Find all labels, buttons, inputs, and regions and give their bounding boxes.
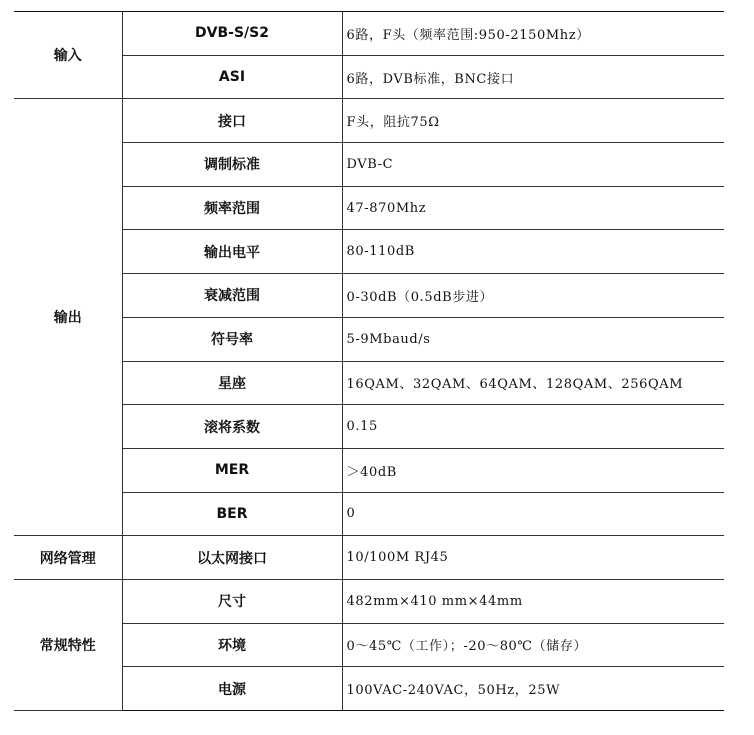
- category-cell: 输出: [14, 99, 122, 536]
- parameter-value-cell: 100VAC-240VAC，50Hz，25W: [342, 667, 724, 711]
- parameter-name-cell: ASI: [122, 55, 342, 99]
- parameter-value-cell: 0.15: [342, 405, 724, 449]
- parameter-value-cell: 6路，F头（频率范围:950-2150Mhz）: [342, 12, 724, 56]
- parameter-value-cell: 0-30dB（0.5dB步进）: [342, 274, 724, 318]
- parameter-value-cell: 0～45℃（工作）；-20～80℃（储存）: [342, 623, 724, 667]
- table-row: [14, 536, 724, 580]
- spec-table: [14, 11, 724, 711]
- parameter-name-cell: DVB-S/S2: [122, 12, 342, 56]
- parameter-name-cell: 接口: [122, 99, 342, 143]
- table-row: [14, 99, 724, 143]
- category-cell: 网络管理: [14, 536, 122, 580]
- parameter-name-cell: BER: [122, 492, 342, 536]
- parameter-value-cell: 0: [342, 492, 724, 536]
- parameter-name-cell: 滚将系数: [122, 405, 342, 449]
- category-cell: 常规特性: [14, 579, 122, 710]
- parameter-name-cell: 频率范围: [122, 186, 342, 230]
- parameter-value-cell: F头，阻抗75Ω: [342, 99, 724, 143]
- parameter-name-cell: 以太网接口: [122, 536, 342, 580]
- parameter-name-cell: 调制标准: [122, 143, 342, 187]
- parameter-value-cell: 5-9Mbaud/s: [342, 317, 724, 361]
- parameter-name-cell: MER: [122, 448, 342, 492]
- parameter-value-cell: 16QAM、32QAM、64QAM、128QAM、256QAM: [342, 361, 724, 405]
- parameter-name-cell: 符号率: [122, 317, 342, 361]
- parameter-name-cell: 衰减范围: [122, 274, 342, 318]
- parameter-name-cell: 电源: [122, 667, 342, 711]
- parameter-value-cell: 10/100M RJ45: [342, 536, 724, 580]
- parameter-value-cell: 6路，DVB标准，BNC接口: [342, 55, 724, 99]
- parameter-name-cell: 尺寸: [122, 579, 342, 623]
- parameter-name-cell: 星座: [122, 361, 342, 405]
- parameter-value-cell: ＞40dB: [342, 448, 724, 492]
- table-row: [14, 579, 724, 623]
- spec-table-body: [14, 12, 724, 711]
- table-row: [14, 12, 724, 56]
- parameter-value-cell: 47-870Mhz: [342, 186, 724, 230]
- parameter-name-cell: 输出电平: [122, 230, 342, 274]
- parameter-value-cell: DVB-C: [342, 143, 724, 187]
- parameter-value-cell: 482mm×410 mm×44mm: [342, 579, 724, 623]
- parameter-value-cell: 80-110dB: [342, 230, 724, 274]
- category-cell: 输入: [14, 12, 122, 99]
- parameter-name-cell: 环境: [122, 623, 342, 667]
